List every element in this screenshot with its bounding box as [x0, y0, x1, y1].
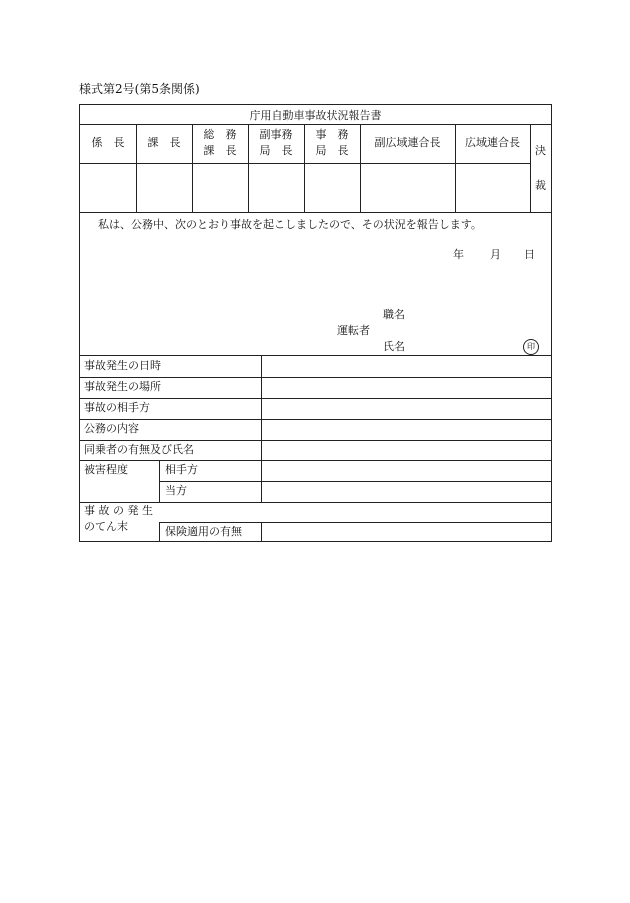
header-kacho: 課 長 — [147, 136, 181, 149]
accident-report-form — [79, 104, 552, 542]
stamp-box-kakaricho[interactable] — [81, 165, 135, 211]
duty-field[interactable] — [262, 420, 550, 439]
header-koiki: 広域連合長 — [465, 136, 520, 149]
date-day-label: 日 — [524, 248, 535, 261]
date-month-label: 月 — [490, 248, 501, 261]
party-field[interactable] — [262, 399, 550, 418]
row-label-datetime: 事故発生の日時 — [84, 359, 161, 372]
row-label-insurance: 保険適用の有無 — [165, 525, 242, 538]
stamp-box-kacho[interactable] — [137, 165, 191, 211]
passengers-field[interactable] — [262, 441, 550, 459]
row-label-damage: 被害程度 — [84, 463, 128, 476]
stamp-box-fukukoiki[interactable] — [361, 165, 454, 211]
place-field[interactable] — [262, 378, 550, 397]
header-jimu-line1: 事 務 — [315, 128, 349, 141]
row-label-party: 事故の相手方 — [84, 401, 150, 414]
row-label-passengers: 同乗者の有無及び氏名 — [84, 443, 194, 456]
datetime-field[interactable] — [262, 356, 550, 376]
stamp-box-koiki[interactable] — [456, 165, 529, 211]
header-fukukoiki: 副広域連合長 — [374, 136, 441, 149]
damage-self-field[interactable] — [262, 482, 550, 501]
header-fukujimu-line2: 局 長 — [259, 144, 293, 157]
row-label-place: 事故発生の場所 — [84, 380, 161, 393]
header-somu-line1: 総 務 — [203, 128, 237, 141]
header-somu-line2: 課 長 — [203, 144, 237, 157]
header-kakaricho: 係 長 — [91, 136, 125, 149]
driver-label: 運転者 — [337, 324, 370, 337]
form-number-label: 様式第2号(第5条関係) — [79, 82, 200, 96]
name-label: 氏名 — [383, 340, 405, 353]
stamp-box-fukujimu[interactable] — [249, 165, 303, 211]
kessai-label-1: 決 — [535, 144, 546, 157]
stamp-box-somu[interactable] — [193, 165, 247, 211]
stamp-box-jimu[interactable] — [305, 165, 359, 211]
report-statement: 私は、公務中、次のとおり事故を起こしましたので、その状況を報告します。 — [98, 218, 482, 231]
row-label-circumstances: 事 故 の 発 生 のてん末 — [84, 504, 153, 533]
form-title: 庁用自動車事故状況報告書 — [249, 109, 382, 122]
seal-icon: 印 — [523, 339, 539, 355]
circumstances-field[interactable] — [160, 503, 550, 521]
row-label-damage-self: 当方 — [165, 484, 187, 497]
row-label-duty: 公務の内容 — [84, 422, 139, 435]
damage-other-field[interactable] — [262, 461, 550, 480]
insurance-field[interactable] — [262, 523, 550, 541]
header-jimu-line2: 局 長 — [315, 144, 349, 157]
position-label: 職名 — [383, 308, 405, 321]
kessai-label-2: 裁 — [535, 179, 546, 192]
header-fukujimu-line1: 副事務 — [259, 128, 293, 141]
row-label-damage-other: 相手方 — [165, 463, 198, 476]
date-year-label: 年 — [453, 248, 464, 261]
